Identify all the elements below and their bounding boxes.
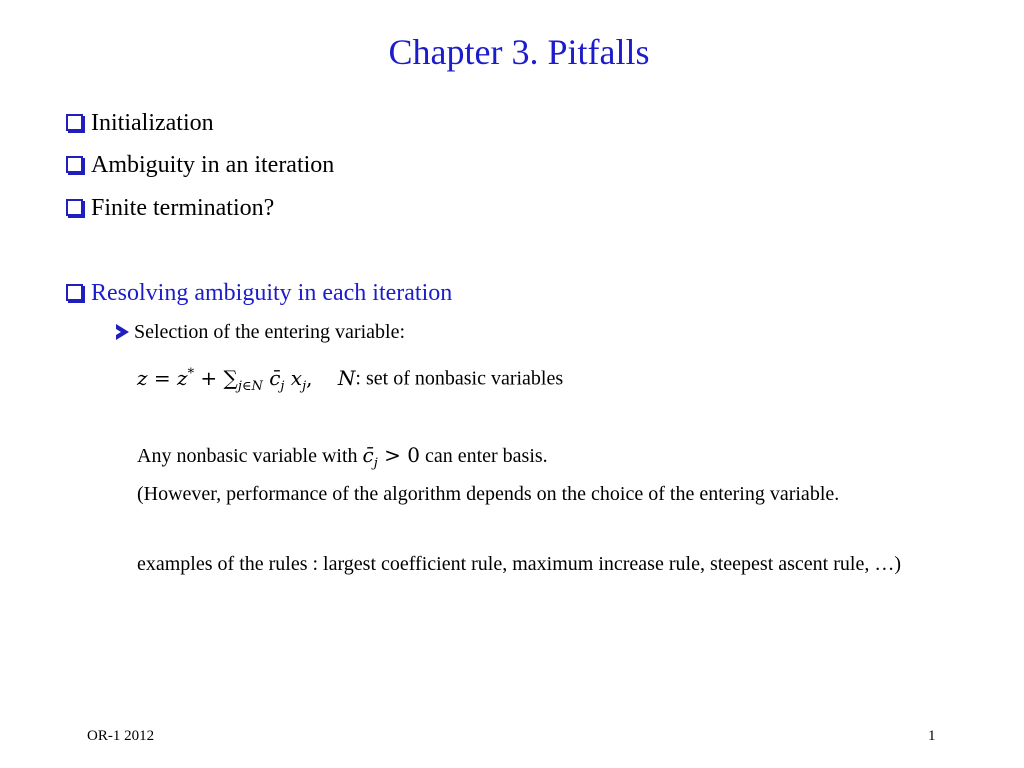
formula-description: : set of nonbasic variables	[355, 367, 564, 390]
arrow-right-icon	[116, 324, 129, 340]
sub-bullet	[116, 319, 405, 345]
sub-bullet-text: Selection of the entering variable:	[134, 321, 406, 343]
footer-course-label: OR-1 2012	[87, 728, 155, 744]
formula-line	[137, 358, 563, 402]
bullet-item	[62, 108, 214, 138]
bullet-text: Finite termination?	[91, 195, 275, 221]
checkbox-square-icon	[66, 156, 83, 173]
slide-title: Chapter 3. Pitfalls	[388, 32, 650, 72]
bullet-text: Initialization	[91, 110, 214, 136]
enter-basis-line: Any nonbasic variable with $c̄_j > 0$ can enter basis.	[137, 443, 548, 471]
bullet-item-highlight	[62, 278, 452, 308]
checkbox-square-icon	[66, 114, 83, 131]
formula: $z = z^* + \sum_{j\in N}$ $c̄_j$ $x_j$, N	[137, 365, 356, 394]
checkbox-square-icon	[66, 199, 83, 216]
bullet-item	[62, 150, 334, 180]
bullet-text: Ambiguity in an iteration	[91, 152, 335, 178]
bullet-text: Resolving ambiguity in each iteration	[91, 280, 453, 306]
performance-paragraph: (However, performance of the algorithm depends on the choice of the entering variable.	[137, 483, 840, 505]
bullet-item	[62, 193, 274, 223]
examples-paragraph: examples of the rules : largest coefficient rule, maximum increase rule, steepest ascent rule, …)	[137, 553, 901, 575]
reduced-cost-inequality: $c̄_j > 0$	[362, 443, 420, 471]
checkbox-square-icon	[66, 284, 83, 301]
page-number: 1	[928, 728, 936, 744]
